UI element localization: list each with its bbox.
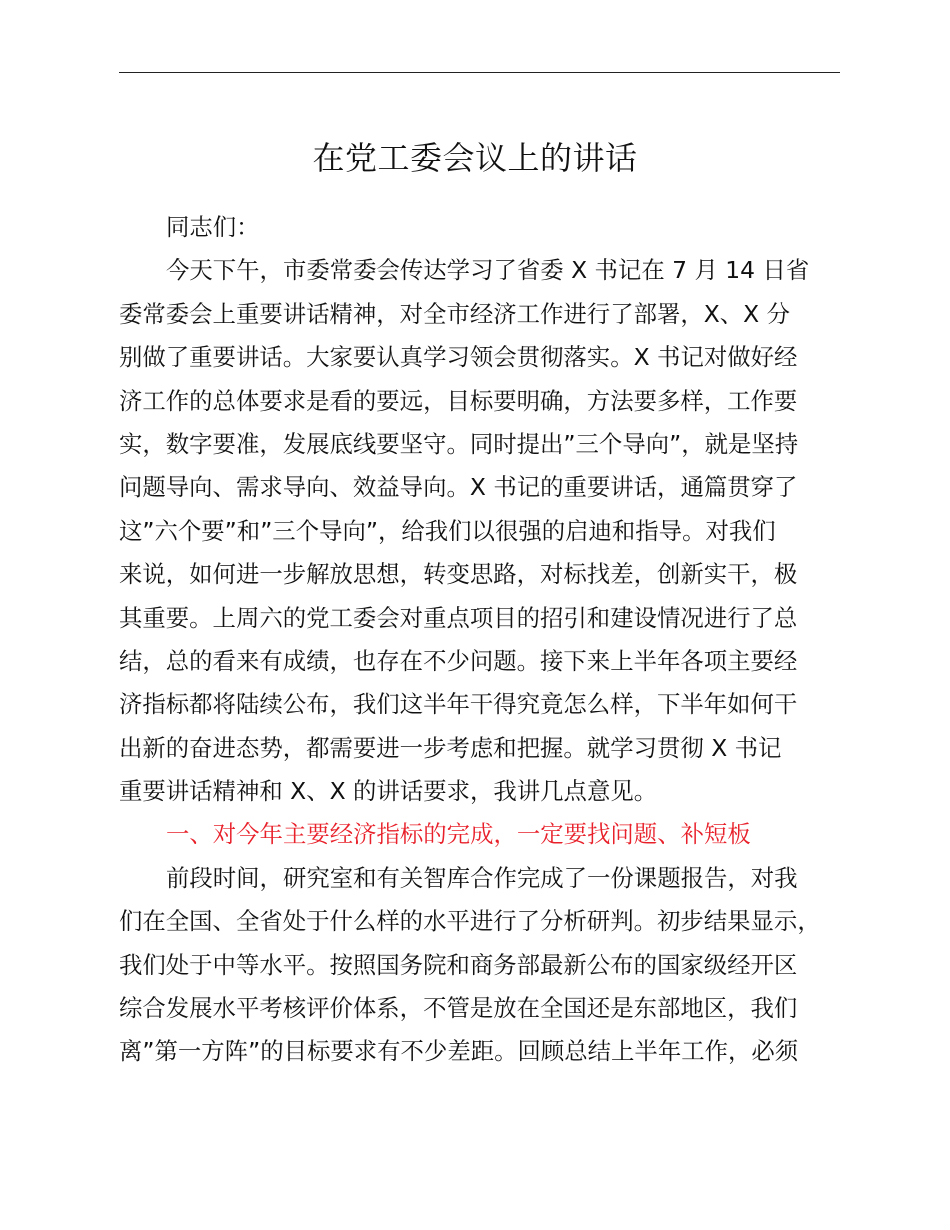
paragraph-line: 重要讲话精神和 X、X 的讲话要求，我讲几点意见。 — [119, 777, 658, 806]
paragraph-line: 来说，如何进一步解放思想，转变思路，对标找差，创新实干，极 — [119, 560, 798, 589]
document-body — [119, 206, 843, 1074]
paragraph-line: 济工作的总体要求是看的要远，目标要明确，方法要多样，工作要 — [119, 386, 798, 415]
paragraph-line: 这”六个要”和”三个导向”，给我们以很强的启迪和指导。对我们 — [119, 516, 776, 545]
document-title: 在党工委会议上的讲话 — [312, 139, 638, 177]
paragraph-line: 济指标都将陆续公布，我们这半年干得究竟怎么样，下半年如何干 — [119, 690, 798, 719]
paragraph-line: 前段时间，研究室和有关智库合作完成了一份课题报告，对我 — [166, 863, 798, 892]
paragraph-line: 们在全国、全省处于什么样的水平进行了分析研判。初步结果显示， — [119, 907, 821, 936]
paragraph-line: 我们处于中等水平。按照国务院和商务部最新公布的国家级经开区 — [119, 950, 798, 979]
paragraph-line: 综合发展水平考核评价体系，不管是放在全国还是东部地区，我们 — [119, 994, 798, 1023]
header-rule — [119, 72, 840, 73]
salutation: 同志们： — [166, 213, 260, 241]
paragraph-line: 别做了重要讲话。大家要认真学习领会贯彻落实。X 书记对做好经 — [119, 343, 798, 372]
paragraph-line: 离”第一方阵”的目标要求有不少差距。回顾总结上半年工作，必须 — [119, 1037, 799, 1066]
paragraph-line: 结，总的看来有成绩，也存在不少问题。接下来上半年各项主要经 — [119, 646, 798, 675]
section-heading: 一、对今年主要经济指标的完成，一定要找问题、补短板 — [166, 820, 751, 849]
paragraph-line: 其重要。上周六的党工委会对重点项目的招引和建设情况进行了总 — [119, 603, 798, 632]
paragraph-line: 出新的奋进态势，都需要进一步考虑和把握。就学习贯彻 X 书记 — [119, 733, 782, 762]
paragraph-line: 委常委会上重要讲话精神，对全市经济工作进行了部署，X、X 分 — [119, 299, 791, 328]
paragraph-line: 实，数字要准，发展底线要坚守。同时提出”三个导向”，就是坚持 — [119, 429, 799, 458]
paragraph-line: 今天下午，市委常委会传达学习了省委 X 书记在 7 月 14 日省 — [166, 256, 810, 285]
paragraph-line: 问题导向、需求导向、效益导向。X 书记的重要讲话，通篇贯穿了 — [119, 473, 798, 502]
